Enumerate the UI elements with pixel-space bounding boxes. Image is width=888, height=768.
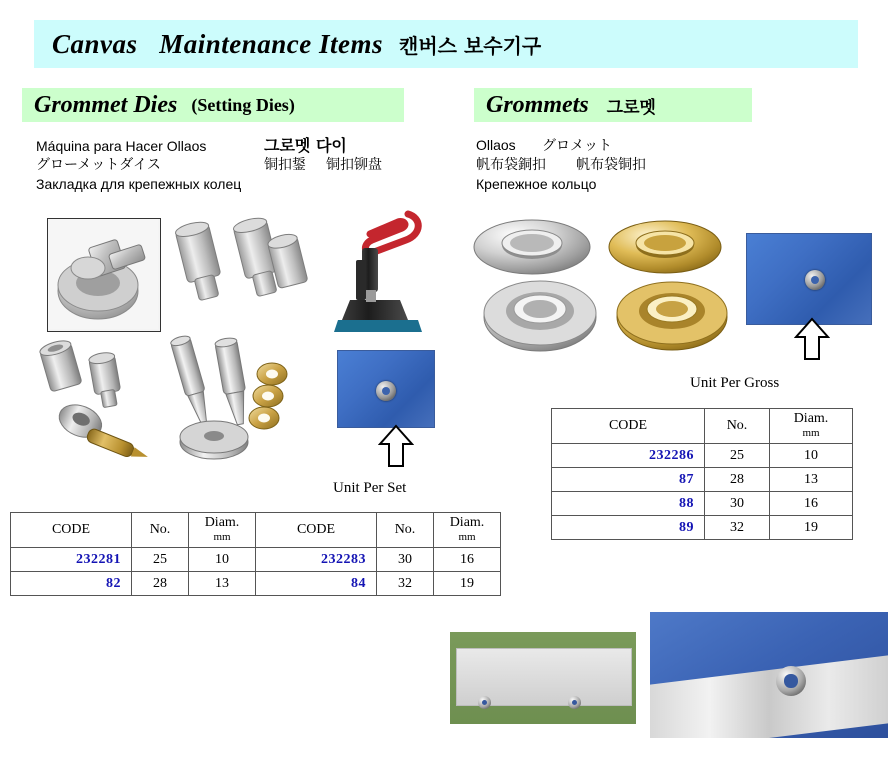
hand-press-illustration	[330, 208, 435, 338]
cell-code: 82	[11, 572, 132, 596]
header-code: CODE	[552, 409, 705, 444]
section-subtitle-setting-dies: (Setting Dies)	[191, 94, 295, 115]
tarp-eyelet	[568, 696, 581, 709]
dies-name-chinese-1: 铜扣鋬	[264, 157, 306, 173]
cell-no: 32	[705, 516, 770, 540]
section-title-grommets-korean: 그로멧	[606, 97, 656, 118]
cell-diam: 13	[770, 468, 853, 492]
tarp-eyelet	[478, 696, 491, 709]
unit-label-dies: Unit Per Set	[333, 480, 407, 496]
table-header-row	[11, 513, 501, 548]
cell-no: 30	[705, 492, 770, 516]
header-diam-2: Diam. mm	[434, 513, 501, 548]
cell-no-2: 32	[377, 572, 434, 596]
table-row	[552, 516, 853, 540]
header-code-2: CODE	[256, 513, 377, 548]
die-parts-lower-left-illustration	[30, 330, 160, 480]
name-block-grommets	[476, 136, 806, 194]
table-row	[11, 572, 501, 596]
dies-name-japanese: グローメットダイス	[36, 157, 161, 173]
cell-code: 232281	[11, 548, 132, 572]
bottom-right-photo	[650, 612, 888, 738]
cell-code-2: 84	[256, 572, 377, 596]
cell-diam-2: 16	[434, 548, 501, 572]
header-diam-1: Diam. mm	[189, 513, 256, 548]
cell-code: 89	[552, 516, 705, 540]
cell-diam: 16	[770, 492, 853, 516]
tarp-grommet-hole	[376, 381, 396, 401]
cell-code: 87	[552, 468, 705, 492]
silver-tarpaulin-strip	[650, 655, 888, 738]
dies-name-chinese-2: 铜扣铆盘	[326, 157, 382, 173]
grommets-name-chinese-1: 帆布袋銅扣	[476, 157, 546, 173]
cell-no: 28	[132, 572, 189, 596]
die-head-framed-photo	[47, 218, 161, 332]
cell-code-2: 232283	[256, 548, 377, 572]
die-bodies-illustration	[172, 215, 322, 340]
punch-and-anvil-illustration	[160, 330, 310, 465]
tarp-eyelet-large	[776, 666, 806, 696]
grommet-dies-artwork	[0, 0, 460, 510]
unit-label-grommets: Unit Per Gross	[690, 375, 780, 391]
blue-tarp-swatch-grommets	[746, 233, 872, 325]
cell-diam: 10	[770, 444, 853, 468]
grommets-artwork	[470, 205, 870, 370]
page-title-korean: 캔버스 보수기구	[399, 33, 542, 58]
cell-no-2: 30	[377, 548, 434, 572]
up-arrow-icon-grommets	[794, 317, 830, 361]
header-no: No.	[705, 409, 770, 444]
header-code-1: CODE	[11, 513, 132, 548]
blue-tarp-swatch-dies	[337, 350, 435, 428]
table-row	[552, 468, 853, 492]
grommets-name-russian: Крепежное кольцо	[476, 176, 597, 192]
grommets-name-spanish: Ollaos	[476, 137, 516, 153]
cell-diam: 13	[189, 572, 256, 596]
dies-name-spanish: Máquina para Hacer Ollaos	[36, 138, 207, 154]
table-header-row	[552, 409, 853, 444]
cell-no: 28	[705, 468, 770, 492]
cell-diam: 19	[770, 516, 853, 540]
die-head-illustration	[48, 219, 158, 329]
grommets-name-japanese: グロメット	[542, 138, 612, 154]
page-title: Canvas Maintenance Items	[52, 28, 384, 59]
grommets-name-chinese-2: 帆布袋铜扣	[576, 157, 646, 173]
section-title-grommet-dies: Grommet Dies	[34, 91, 178, 118]
dies-name-korean: 그로멧 다이	[264, 136, 347, 155]
table-row	[11, 548, 501, 572]
up-arrow-icon-dies	[378, 424, 414, 468]
cell-diam-2: 19	[434, 572, 501, 596]
spec-table-grommet-dies	[10, 512, 501, 596]
cell-diam: 10	[189, 548, 256, 572]
cell-code: 232286	[552, 444, 705, 468]
table-row	[552, 492, 853, 516]
section-header-grommets	[474, 88, 752, 122]
spec-table-grommets	[551, 408, 853, 540]
cell-code: 88	[552, 492, 705, 516]
dies-name-russian: Закладка для крепежных колец	[36, 176, 242, 192]
section-title-grommets: Grommets	[486, 91, 589, 118]
bottom-left-photo	[450, 632, 636, 724]
header-diam: Diam. mm	[770, 409, 853, 444]
tarp-grommet-hole	[805, 270, 825, 290]
cell-no: 25	[705, 444, 770, 468]
cell-no: 25	[132, 548, 189, 572]
table-row	[552, 444, 853, 468]
header-no-2: No.	[377, 513, 434, 548]
header-no-1: No.	[132, 513, 189, 548]
